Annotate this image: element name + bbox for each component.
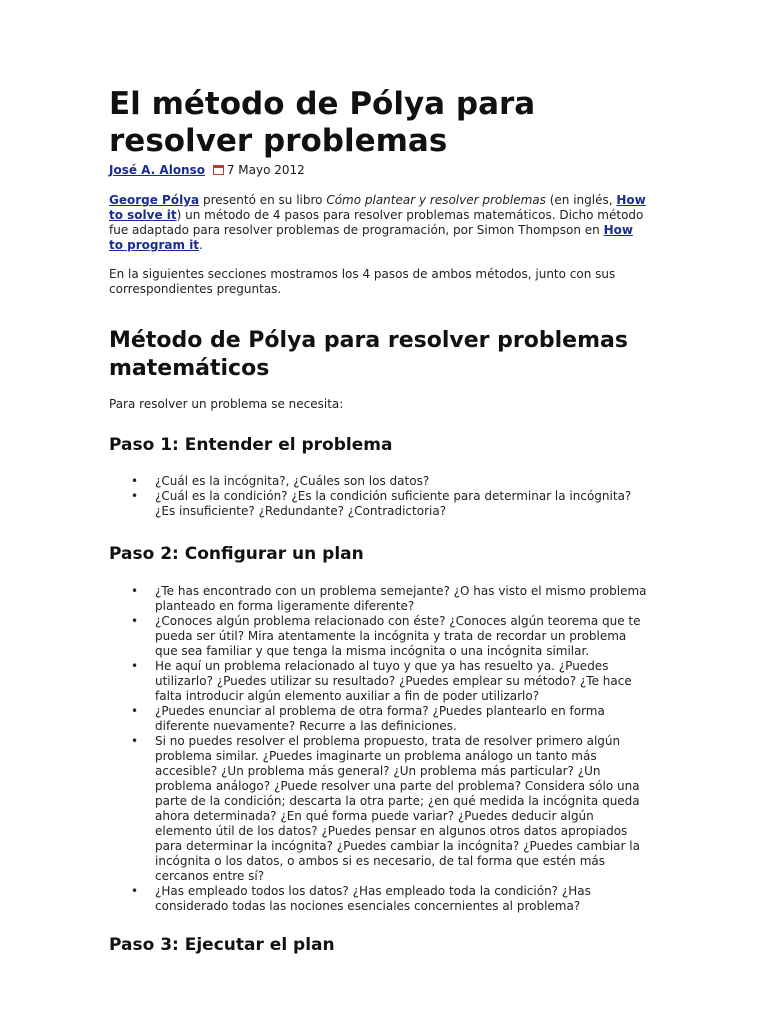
intro-text-4: . — [199, 238, 203, 252]
list-item — [109, 659, 649, 704]
calendar-icon — [213, 165, 224, 175]
step-1-list — [109, 474, 649, 519]
intro-text-1: presentó en su libro — [199, 193, 327, 207]
step-1-heading: Paso 1: Entender el problema — [109, 435, 393, 455]
bullet-icon: • — [131, 659, 139, 673]
bullet-icon: • — [131, 584, 139, 598]
bullet-icon: • — [131, 489, 139, 503]
list-item — [109, 474, 649, 489]
bullet-icon: • — [131, 474, 139, 488]
article-title: El método de Pólya para resolver problemas — [109, 86, 536, 159]
intro-text-3: ) un método de 4 pasos para resolver problemas matemáticos. Dicho método fue adaptado para resolver problemas de programación, por Simon Thompson en — [109, 208, 644, 237]
list-item — [109, 884, 649, 914]
how-to-program-it-link[interactable]: How to program it — [109, 223, 633, 252]
list-item-text: ¿Cuál es la incógnita?, ¿Cuáles son los datos? — [155, 474, 430, 488]
section-heading: Método de Pólya para resolver problemas matemáticos — [109, 328, 628, 381]
article-date: 7 Mayo 2012 — [226, 163, 305, 177]
how-to-solve-it-link[interactable]: How to solve it — [109, 193, 646, 222]
book-title: Cómo plantear y resolver problemas — [326, 193, 546, 207]
author-link[interactable]: José A. Alonso — [109, 163, 205, 177]
step-3-heading: Paso 3: Ejecutar el plan — [109, 935, 335, 955]
list-item-text: ¿Te has encontrado con un problema semejante? ¿O has visto el mismo problema planteado en forma ligeramente diferente? — [155, 584, 647, 613]
list-item-text: He aquí un problema relacionado al tuyo y que ya has resuelto ya. ¿Puedes utilizarlo? ¿Puedes utilizar su resultado? ¿Puedes emplear su método? ¿Te hace falta introducir algún elemento auxiliar a fin de poder utilizarlo? — [155, 659, 632, 703]
list-item — [109, 734, 649, 884]
step-2-heading: Paso 2: Configurar un plan — [109, 544, 364, 564]
intro-paragraph — [109, 193, 649, 253]
list-item-text: Si no puedes resolver el problema propuesto, trata de resolver primero algún problema similar. ¿Puedes imaginarte un problema análogo un tanto más accesible? ¿Un problema más general? ¿Un problema más particular? ¿Un problema análogo? ¿Puede resolver una parte del problema? Considera sólo una parte de la condición; descarta la otra parte; ¿en qué medida la incógnita queda ahora determinada? ¿En qué forma puede variar? ¿Puedes deducir algún elemento útil de los datos? ¿Puedes pensar en algunos otros datos apropiados para determinar la incógnita? ¿Puedes cambiar la incógnita? ¿Puedes cambiar la incógnita o los datos, o ambos si es necesario, de tal forma que estén más cercanos entre sí? — [155, 734, 640, 883]
george-polya-link[interactable]: George Pólya — [109, 193, 200, 207]
bullet-icon: • — [131, 614, 139, 628]
list-item — [109, 614, 649, 659]
step-2-list — [109, 584, 649, 914]
sections-paragraph: En la siguientes secciones mostramos los 4 pasos de ambos métodos, junto con sus correspondientes preguntas. — [109, 267, 616, 296]
list-item-text: ¿Puedes enunciar al problema de otra forma? ¿Puedes plantearlo en forma diferente nuevamente? Recurre a las definiciones. — [155, 704, 605, 733]
list-item — [109, 584, 649, 614]
bullet-icon: • — [131, 734, 139, 748]
bullet-icon: • — [131, 884, 139, 898]
list-item-text: ¿Conoces algún problema relacionado con éste? ¿Conoces algún teorema que te pueda ser útil? Mira atentamente la incógnita y trata de recordar un problema que sea familiar y que tenga la misma incógnita o una incógnita similar. — [155, 614, 641, 658]
section-intro: Para resolver un problema se necesita: — [109, 397, 344, 411]
list-item — [109, 489, 649, 519]
article-content — [109, 86, 649, 956]
intro-text-2: (en inglés, — [545, 193, 617, 207]
article-meta — [109, 162, 649, 179]
list-item — [109, 704, 649, 734]
bullet-icon: • — [131, 704, 139, 718]
list-item-text: ¿Cuál es la condición? ¿Es la condición suficiente para determinar la incógnita? ¿Es insuficiente? ¿Redundante? ¿Contradictoria? — [155, 489, 632, 518]
list-item-text: ¿Has empleado todos los datos? ¿Has empleado toda la condición? ¿Has considerado todas las nociones esenciales concernientes al problema? — [155, 884, 591, 913]
